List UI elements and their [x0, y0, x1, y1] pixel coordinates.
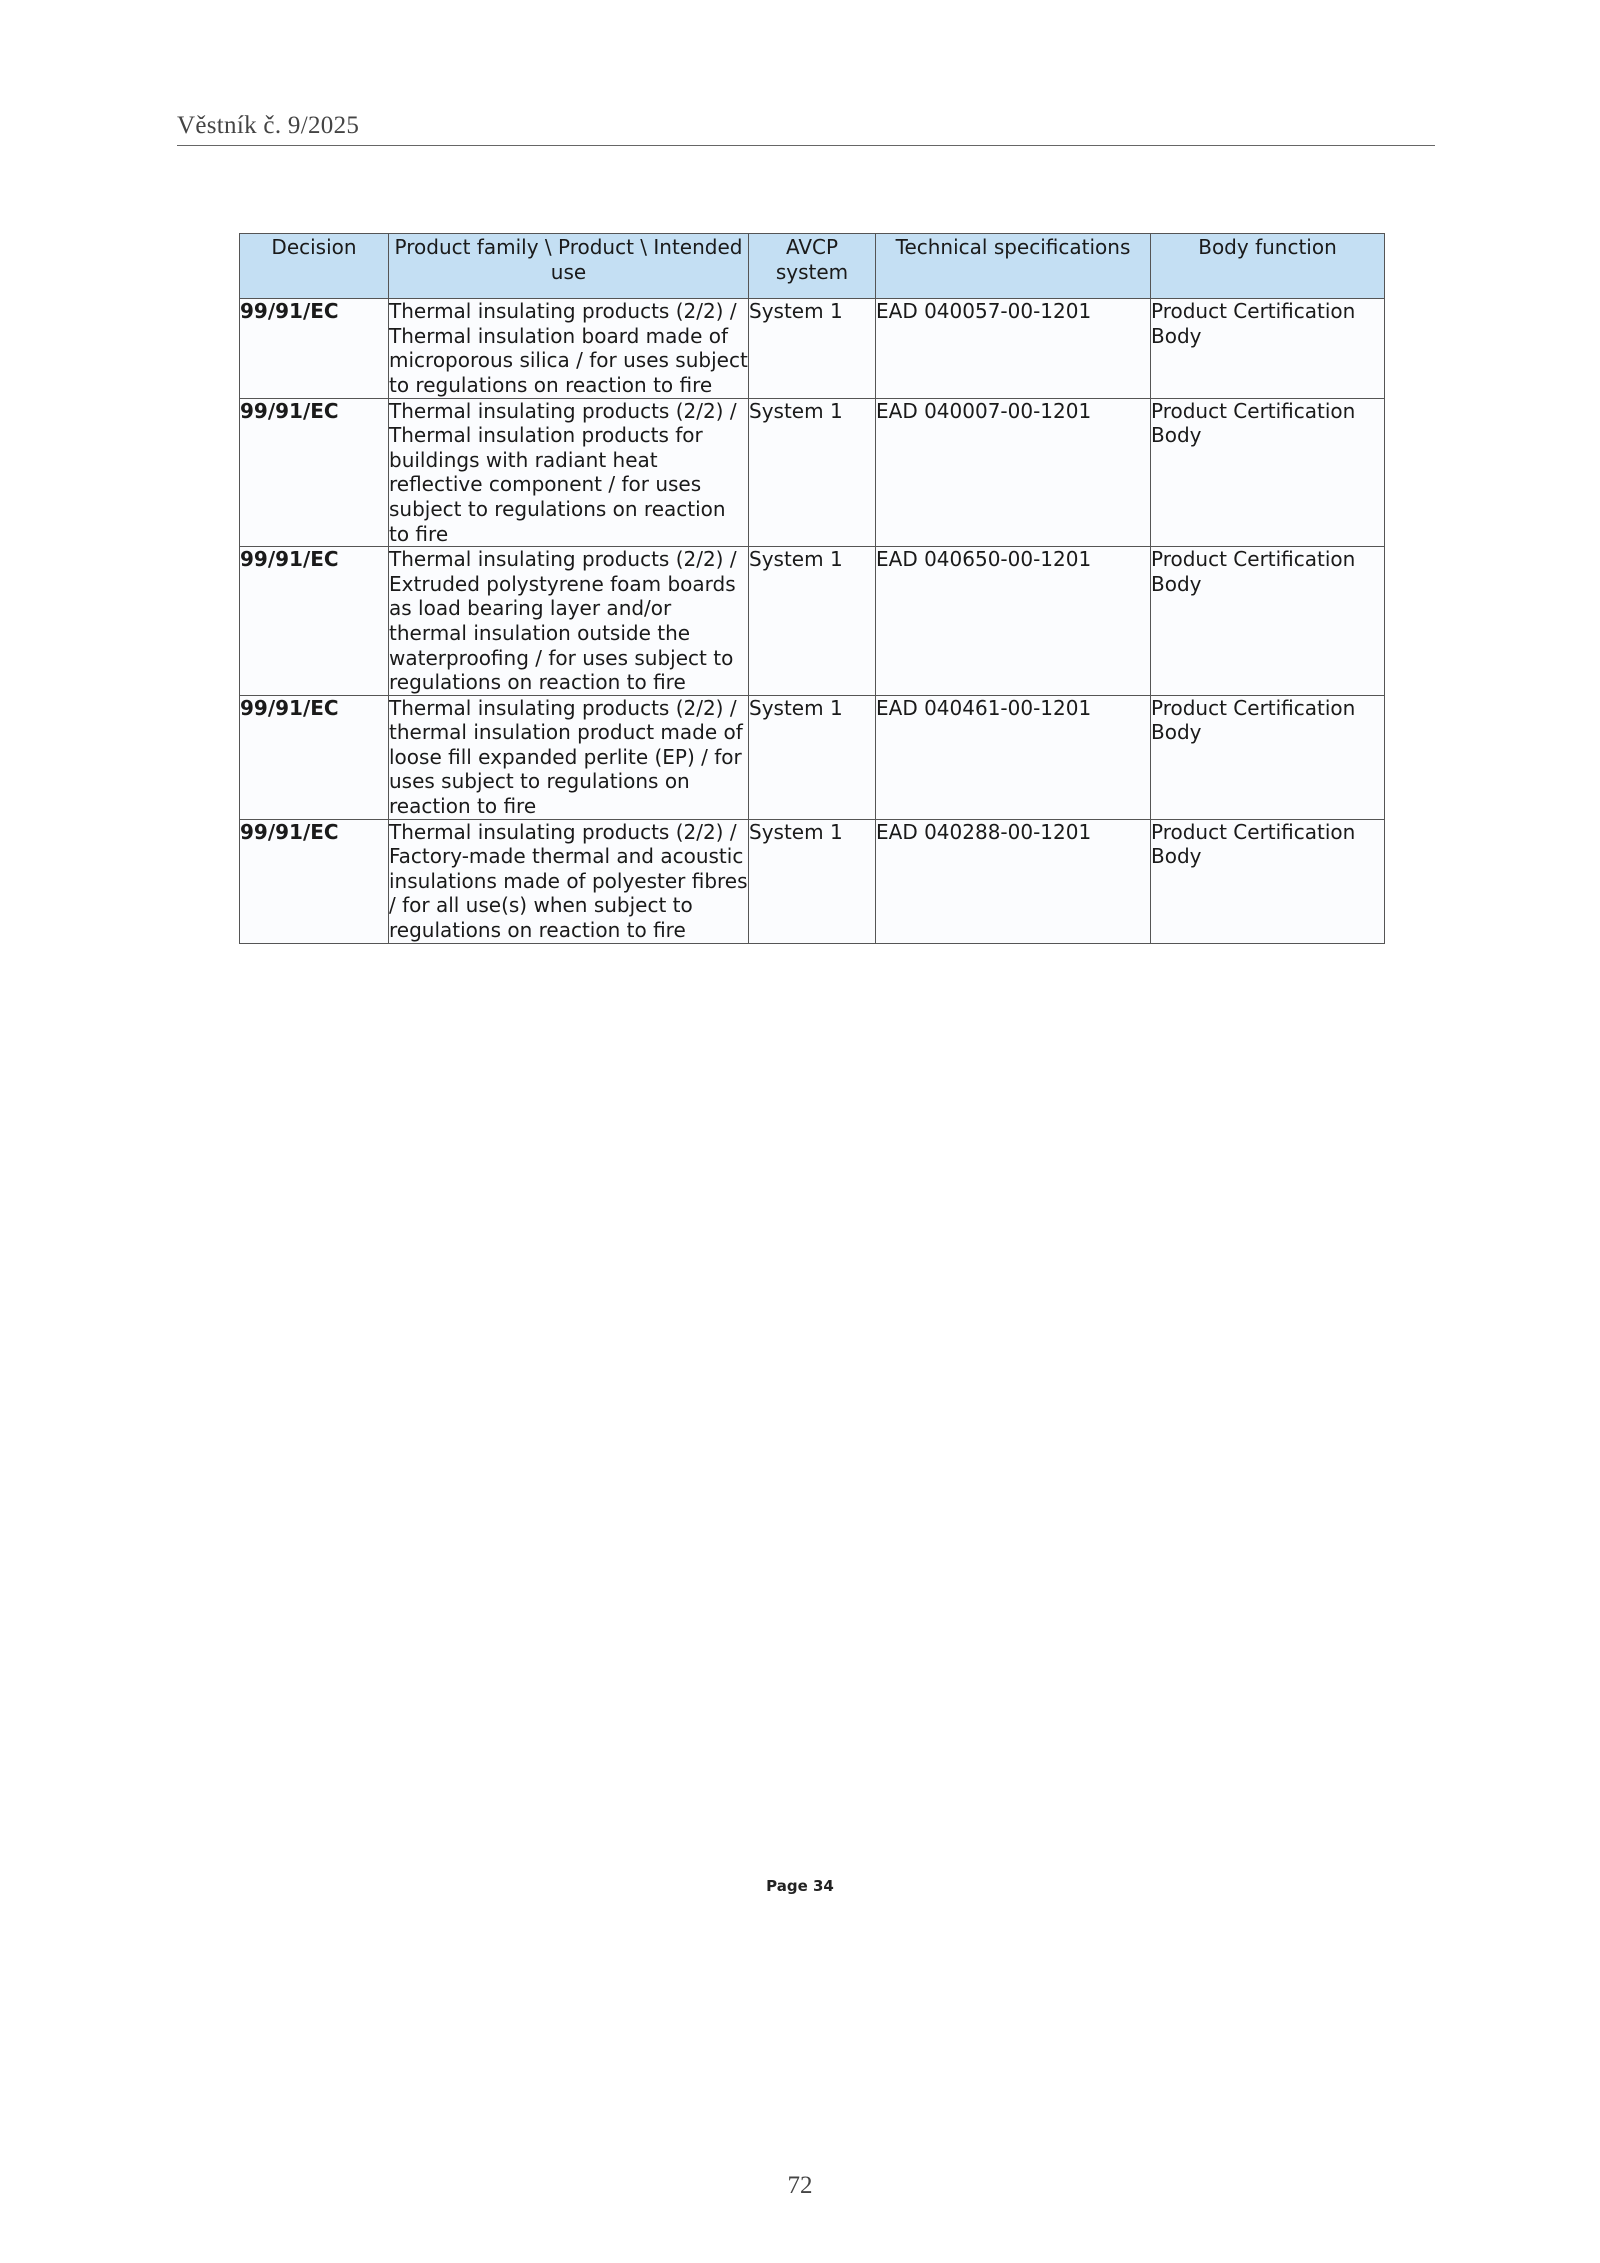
decision-cell: 99/91/EC — [240, 547, 389, 696]
product-table — [239, 233, 1385, 944]
spec-cell: EAD 040461-00-1201 — [876, 695, 1151, 819]
table-row — [240, 299, 1385, 398]
product-cell: Thermal insulating products (2/2) / Thermal insulation board made of microporous silica / for uses subject to regulations on reaction to fire — [389, 299, 748, 397]
table-row — [240, 695, 1385, 819]
table-row — [240, 547, 1385, 696]
avcp-cell: System 1 — [749, 299, 876, 398]
spec-cell: EAD 040057-00-1201 — [876, 299, 1151, 398]
column-header-product: Product family \ Product \ Intended use — [389, 234, 749, 299]
product-cell: Thermal insulating products (2/2) / Extruded polystyrene foam boards as load bearing layer and/or thermal insulation outside the waterproofing / for uses subject to regulations on reaction to fire — [389, 547, 749, 696]
body-cell: Product Certification Body — [1151, 819, 1385, 943]
column-header-technical-specifications: Technical specifications — [876, 234, 1151, 299]
column-header-body-function: Body function — [1151, 234, 1385, 299]
product-cell: Thermal insulating products (2/2) / Factory-made thermal and acoustic insulations made of polyester fibres / for all use(s) when subject to regulations on reaction to fire — [389, 819, 748, 943]
decision-cell: 99/91/EC — [240, 819, 389, 943]
spec-cell: EAD 040007-00-1201 — [876, 398, 1151, 547]
body-cell: Product Certification Body — [1151, 398, 1385, 547]
product-cell: Thermal insulating products (2/2) / thermal insulation product made of loose fill expanded perlite (EP) / for uses subject to regulations on reaction to fire — [389, 695, 749, 819]
running-title: Věstník č. 9/2025 — [177, 112, 360, 139]
avcp-cell: System 1 — [749, 819, 876, 943]
decision-cell: 99/91/EC — [240, 299, 389, 398]
inner-page-label: Page 34 — [766, 1877, 834, 1895]
spec-cell: EAD 040650-00-1201 — [876, 547, 1151, 696]
body-cell: Product Certification Body — [1151, 299, 1385, 398]
decision-cell: 99/91/EC — [240, 398, 389, 547]
header-rule — [177, 145, 1435, 146]
body-cell: Product Certification Body — [1151, 547, 1385, 696]
avcp-cell: System 1 — [749, 547, 876, 696]
table-row — [240, 398, 1385, 547]
avcp-cell: System 1 — [749, 398, 876, 547]
body-cell: Product Certification Body — [1151, 695, 1385, 819]
column-header-decision: Decision — [240, 234, 389, 299]
table-header-row — [240, 234, 1385, 299]
product-cell: Thermal insulating products (2/2) / Thermal insulation products for buildings with radiant heat reflective component / for uses subject to regulations on reaction to fire — [389, 398, 749, 547]
page-number: 72 — [787, 2172, 813, 2199]
decision-cell: 99/91/EC — [240, 695, 389, 819]
avcp-cell: System 1 — [749, 695, 876, 819]
column-header-avcp: AVCP system — [749, 234, 876, 299]
table-row — [240, 819, 1385, 943]
spec-cell: EAD 040288-00-1201 — [876, 819, 1151, 943]
